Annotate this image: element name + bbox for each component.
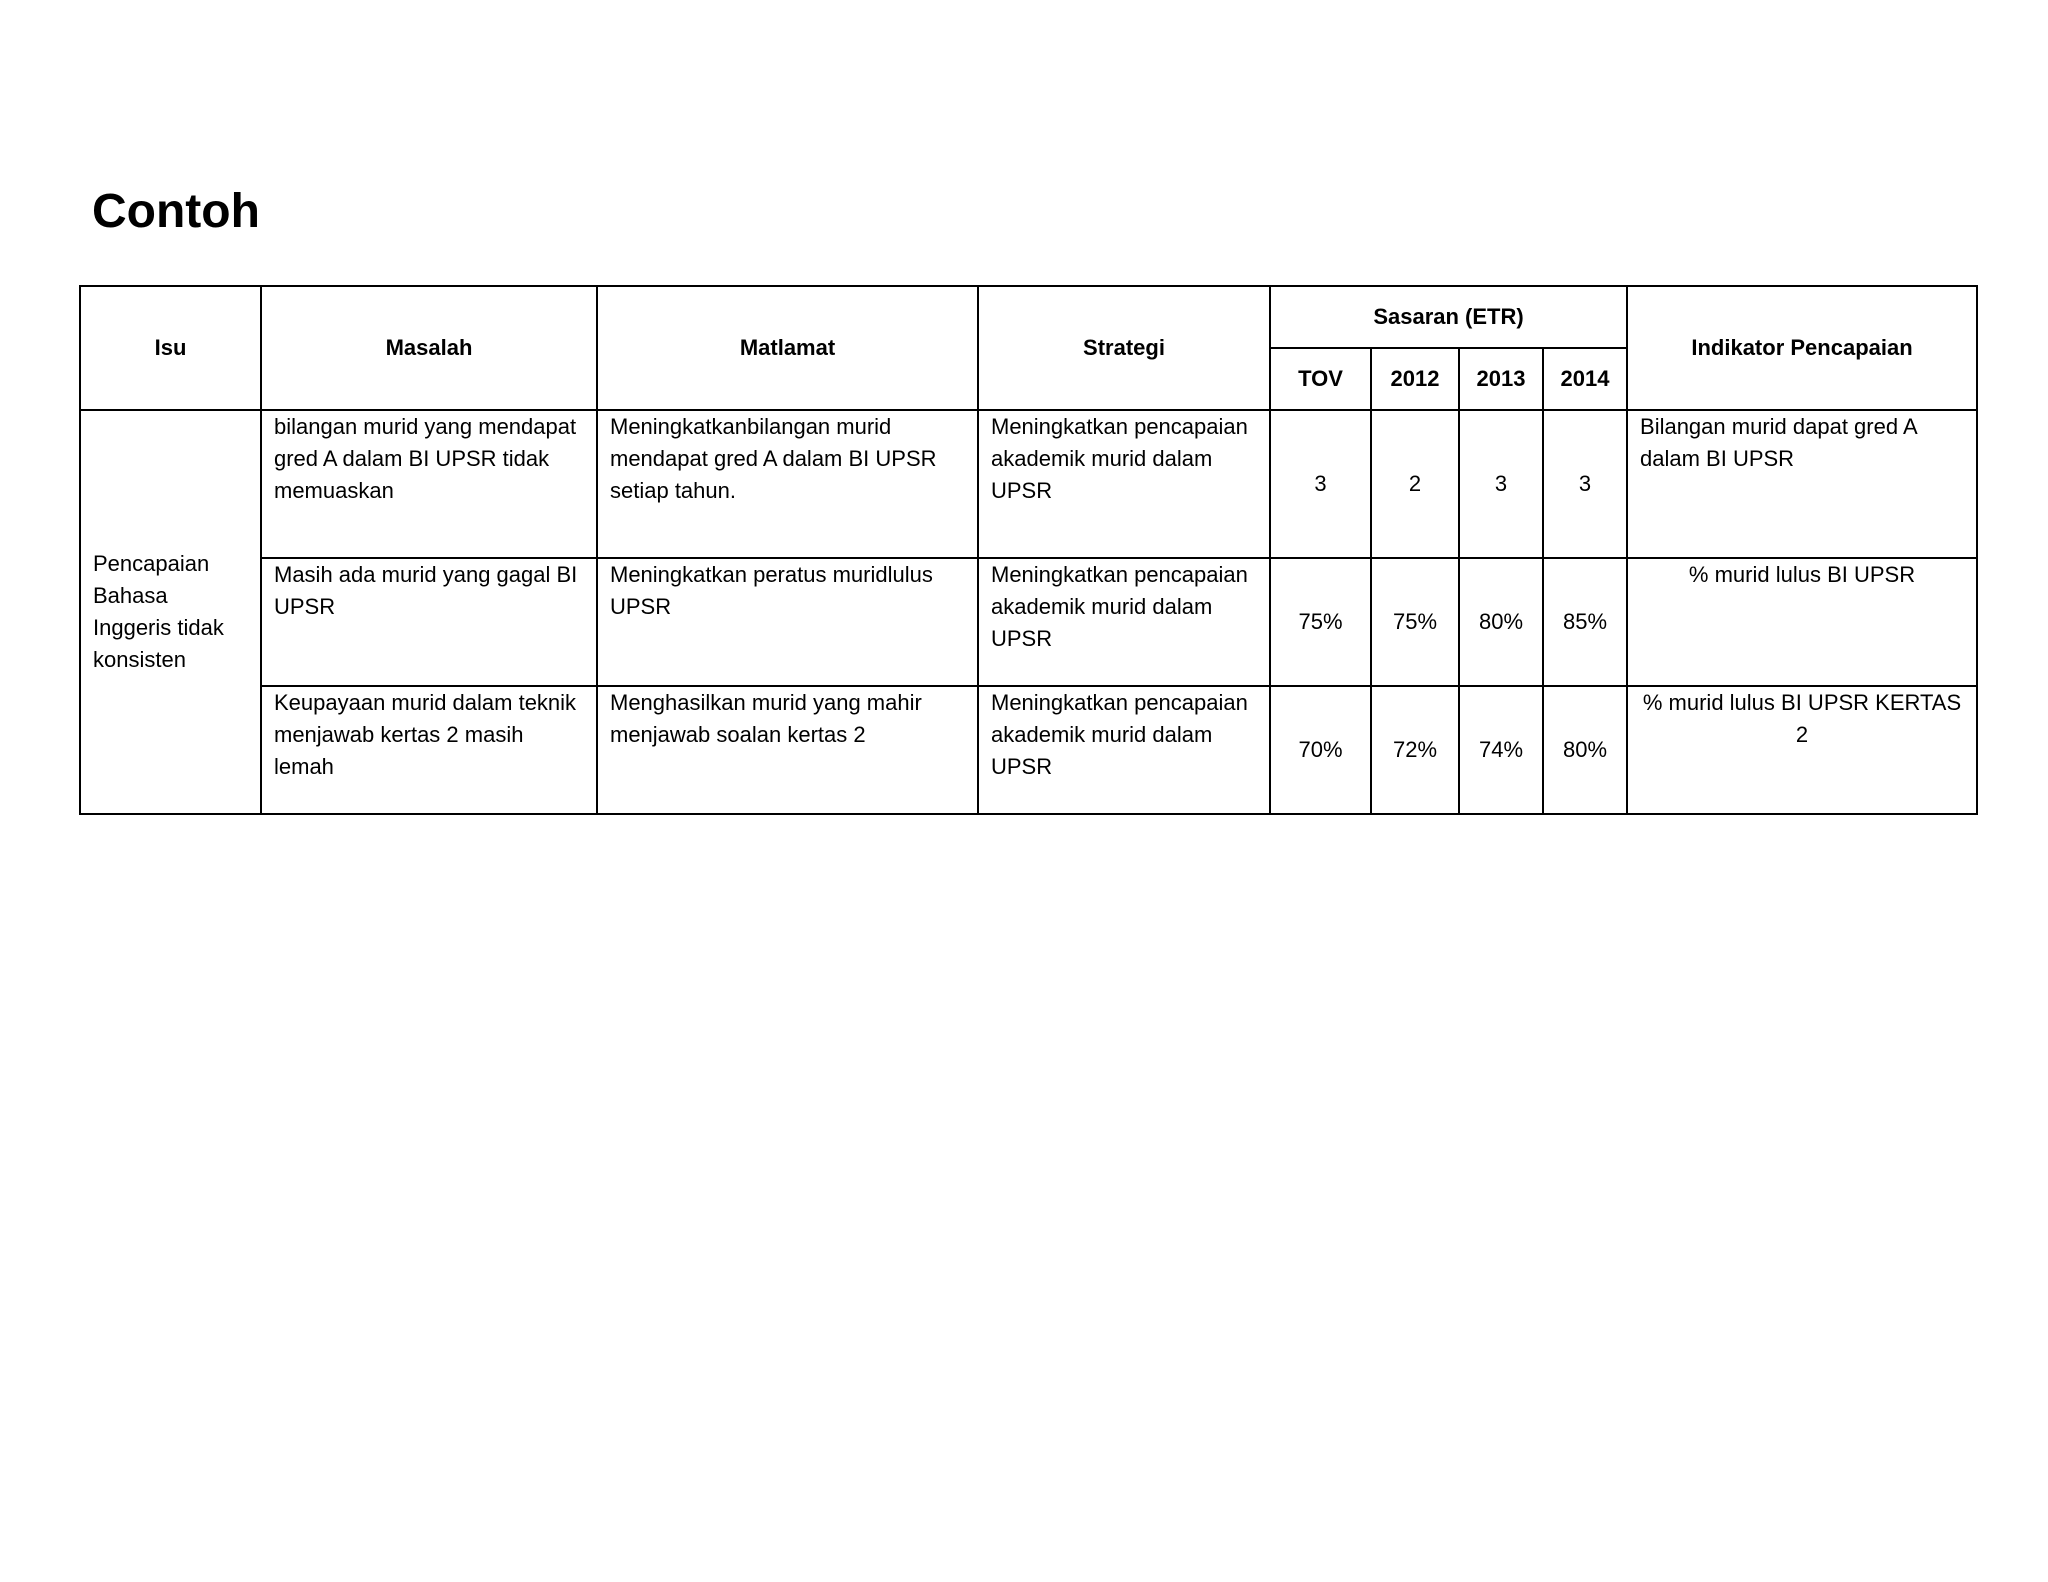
plan-table [79, 285, 1978, 815]
sasaran-2014-cell: 80% [1543, 686, 1627, 814]
sasaran-tov-cell: 75% [1270, 558, 1371, 686]
header-indikator: Indikator Pencapaian [1627, 286, 1977, 410]
table-row [80, 410, 1977, 558]
sasaran-2013-cell: 80% [1459, 558, 1543, 686]
masalah-cell: bilangan murid yang mendapat gred A dalam BI UPSR tidak memuaskan [261, 410, 597, 558]
sasaran-tov-cell: 3 [1270, 410, 1371, 558]
matlamat-cell: Meningkatkanbilangan murid mendapat gred A dalam BI UPSR setiap tahun. [597, 410, 978, 558]
page-title: Contoh [92, 185, 260, 238]
header-isu: Isu [80, 286, 261, 410]
matlamat-cell: Menghasilkan murid yang mahir menjawab soalan kertas 2 [597, 686, 978, 814]
sasaran-2014-cell: 3 [1543, 410, 1627, 558]
sasaran-2014-cell: 85% [1543, 558, 1627, 686]
indikator-cell: Bilangan murid dapat gred A dalam BI UPSR [1627, 410, 1977, 558]
header-masalah: Masalah [261, 286, 597, 410]
strategi-cell: Meningkatkan pencapaian akademik murid dalam UPSR [978, 558, 1270, 686]
sasaran-2012-cell: 2 [1371, 410, 1459, 558]
header-2013: 2013 [1459, 348, 1543, 410]
sasaran-2012-cell: 72% [1371, 686, 1459, 814]
header-strategi: Strategi [978, 286, 1270, 410]
header-sasaran: Sasaran (ETR) [1270, 286, 1627, 348]
isu-cell: Pencapaian Bahasa Inggeris tidak konsisten [80, 410, 261, 814]
sasaran-2012-cell: 75% [1371, 558, 1459, 686]
strategi-cell: Meningkatkan pencapaian akademik murid dalam UPSR [978, 410, 1270, 558]
sasaran-tov-cell: 70% [1270, 686, 1371, 814]
sasaran-2013-cell: 3 [1459, 410, 1543, 558]
masalah-cell: Keupayaan murid dalam teknik menjawab kertas 2 masih lemah [261, 686, 597, 814]
matlamat-cell: Meningkatkan peratus muridlulus UPSR [597, 558, 978, 686]
header-row [80, 286, 1977, 348]
table-row [80, 686, 1977, 814]
header-2012: 2012 [1371, 348, 1459, 410]
sasaran-2013-cell: 74% [1459, 686, 1543, 814]
header-2014: 2014 [1543, 348, 1627, 410]
indikator-cell: % murid lulus BI UPSR KERTAS 2 [1627, 686, 1977, 814]
masalah-cell: Masih ada murid yang gagal BI UPSR [261, 558, 597, 686]
strategi-cell: Meningkatkan pencapaian akademik murid dalam UPSR [978, 686, 1270, 814]
table-row [80, 558, 1977, 686]
indikator-cell: % murid lulus BI UPSR [1627, 558, 1977, 686]
header-tov: TOV [1270, 348, 1371, 410]
header-matlamat: Matlamat [597, 286, 978, 410]
